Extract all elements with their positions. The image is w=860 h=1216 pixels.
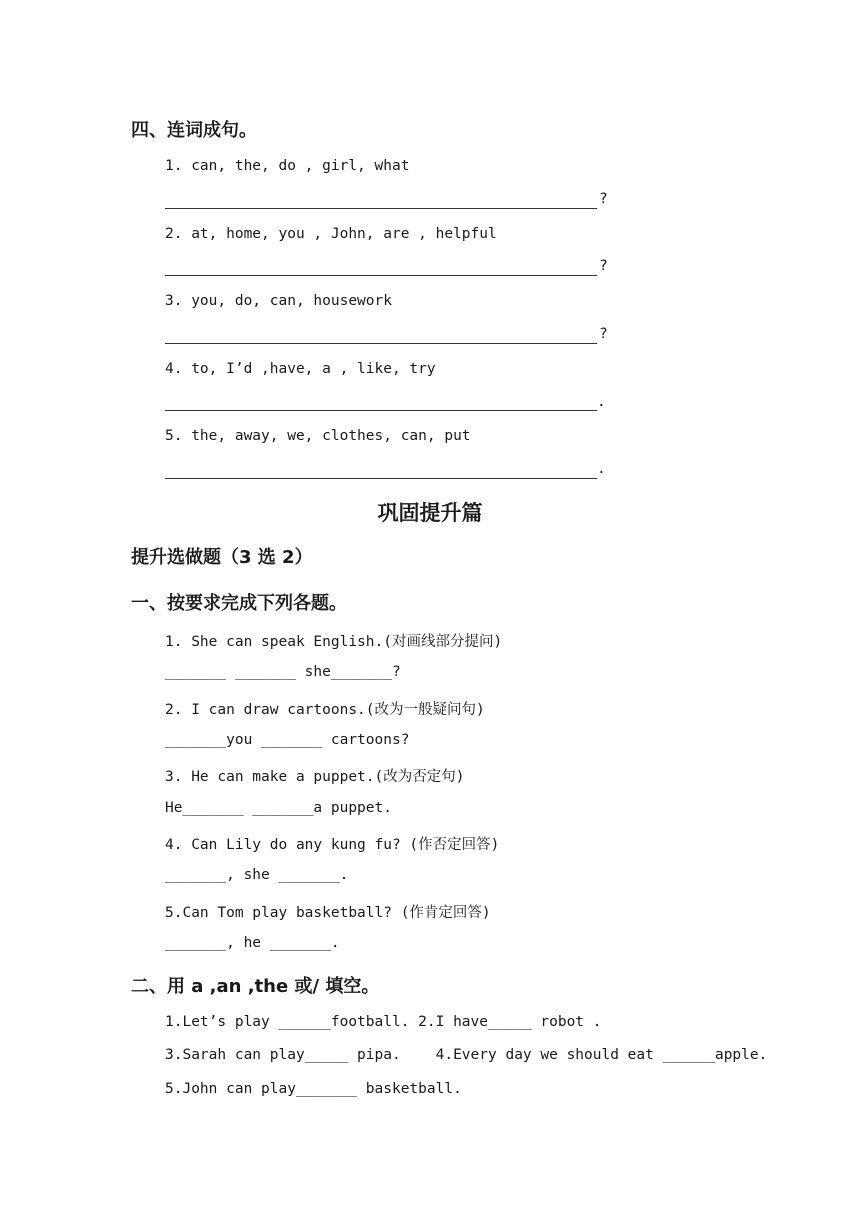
answer-template: _______you _______ cartoons? [165,732,410,748]
section-heading: 一、按要求完成下列各题。 [131,593,347,614]
question-prompt: 1. can, the, do , girl, what [165,158,410,174]
section-subtitle: 提升选做题（3 选 2） [131,547,313,568]
question-prompt: 1. She can speak English.(对画线部分提问) [165,634,503,650]
answer-punctuation: ? [599,258,608,274]
section-heading: 四、连词成句。 [131,120,257,141]
answer-line [165,208,597,209]
fill-blank-line: 3.Sarah can play_____ pipa. 4.Every day we should eat ______apple. [165,1047,768,1063]
question-prompt: 4. Can Lily do any kung fu? (作否定回答) [165,837,500,853]
question-prompt: 5. the, away, we, clothes, can, put [165,428,471,444]
answer-template: _______ _______ she_______? [165,664,401,680]
question-prompt: 5.Can Tom play basketball? (作肯定回答) [165,905,491,921]
answer-punctuation: ? [599,326,608,342]
answer-punctuation: . [597,394,606,410]
fill-blank-line: 5.John can play_______ basketball. [165,1081,462,1097]
question-prompt: 3. you, do, can, housework [165,293,392,309]
question-prompt: 4. to, I’d ,have, a , like, try [165,361,436,377]
question-prompt: 2. at, home, you , John, are , helpful [165,226,497,242]
answer-line [165,410,597,411]
question-prompt: 3. He can make a puppet.(改为否定句) [165,769,465,785]
answer-punctuation: ? [599,191,608,207]
section-heading: 二、用 a ,an ,the 或/ 填空。 [131,976,380,997]
fill-blank-line: 1.Let’s play ______football. 2.I have_____ robot . [165,1014,602,1030]
page-title: 巩固提升篇 [377,501,483,525]
answer-line [165,343,597,344]
question-prompt: 2. I can draw cartoons.(改为一般疑问句) [165,702,485,718]
answer-template: _______, he _______. [165,935,340,951]
answer-line [165,478,597,479]
answer-template: _______, she _______. [165,867,349,883]
answer-line [165,275,597,276]
answer-template: He_______ _______a puppet. [165,800,392,816]
answer-punctuation: . [597,461,606,477]
